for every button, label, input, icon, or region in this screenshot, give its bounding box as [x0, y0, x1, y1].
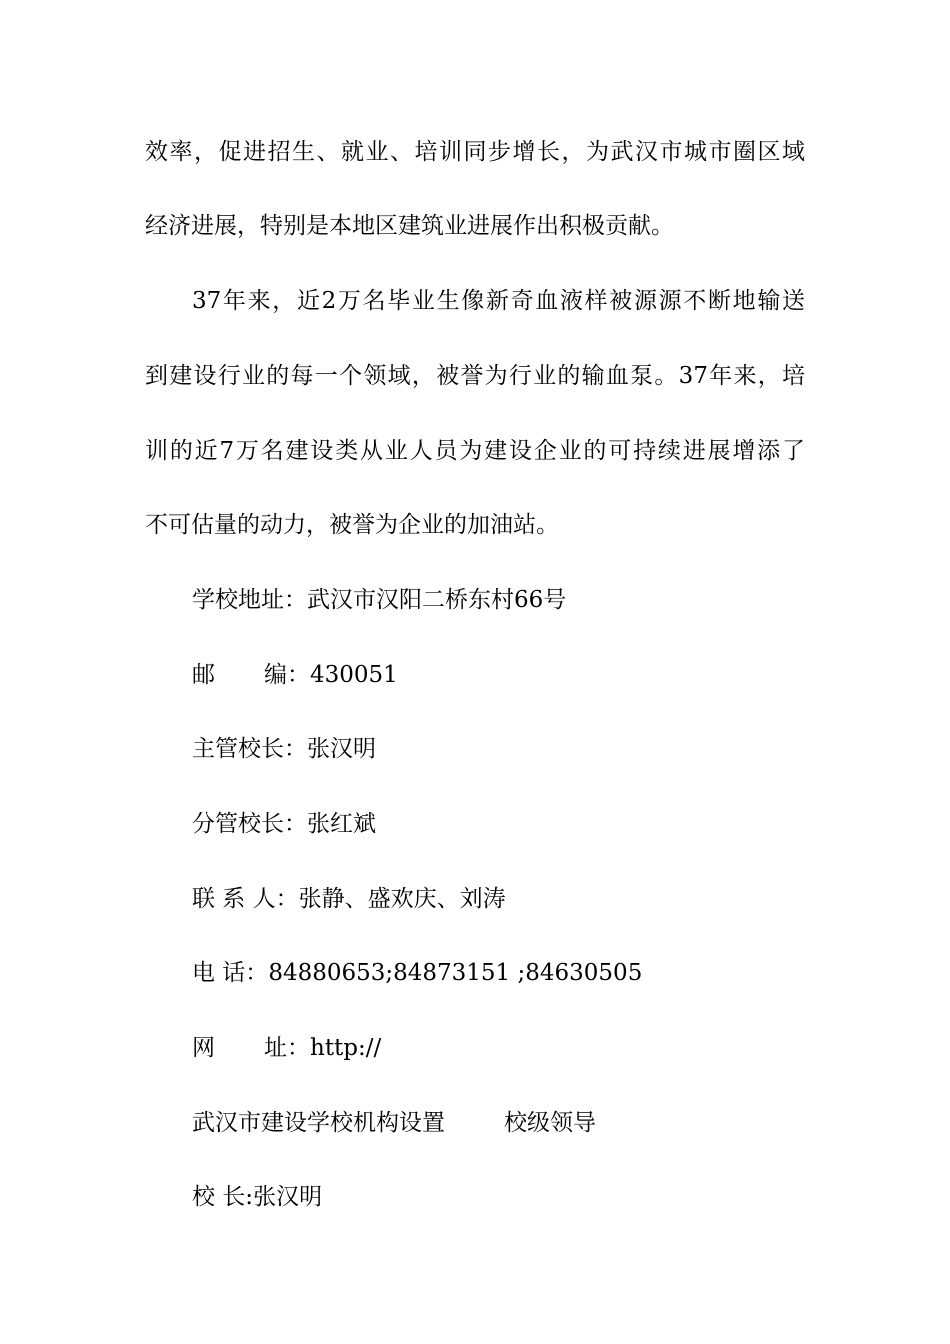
postcode-label-second: 编： [264, 662, 310, 688]
postcode-value: 430051 [310, 662, 398, 688]
website-label-second: 址： [264, 1035, 310, 1061]
paragraph-1-line-2: 经济进展，特别是本地区建筑业进展作出积极贡献。 [145, 213, 674, 239]
vice-principal-row [192, 809, 376, 839]
leader-value: 张汉明 [253, 1184, 323, 1210]
contact-value: 张静、盛欢庆、刘涛 [298, 886, 506, 912]
paragraph-2-line-4: 不可估量的动力，被誉为企业的加油站。 [145, 512, 559, 538]
paragraph-2-line-2: 到建设行业的每一个领域，被誉为行业的输血泵。37年来，培 [145, 363, 805, 389]
paragraph-1-line-1: 效率，促进招生、就业、培训同步增长，为武汉市城市圈区域 [145, 139, 805, 165]
phone-row [192, 958, 642, 988]
phone-value: 84880653;84873151 ;84630505 [268, 960, 643, 986]
paragraph-2-line-3: 训的近7万名建设类从业人员为建设企业的可持续进展增添了 [145, 438, 805, 464]
section-subtitle: 校级领导 [504, 1110, 596, 1136]
principal-row [192, 734, 376, 764]
principal-value: 张汉明 [307, 736, 376, 762]
website-label-first: 网 [192, 1035, 215, 1061]
postcode-label-first: 邮 [192, 662, 215, 688]
vice-principal-value: 张红斌 [307, 811, 376, 837]
address-label: 学校地址： [192, 587, 307, 613]
leader-label: 校 长: [192, 1184, 254, 1210]
leader-row [192, 1182, 322, 1212]
contact-label: 联 系 人： [192, 886, 299, 912]
address-value: 武汉市汉阳二桥东村66号 [307, 587, 567, 613]
address-row [192, 585, 566, 615]
section-heading-row [192, 1108, 596, 1138]
postcode-row [192, 660, 398, 690]
contact-row [192, 884, 506, 914]
website-row [192, 1033, 381, 1063]
section-title: 武汉市建设学校机构设置 [192, 1110, 445, 1136]
principal-label: 主管校长： [192, 736, 307, 762]
website-value: http:// [310, 1035, 382, 1061]
phone-label: 电 话： [192, 960, 269, 986]
vice-principal-label: 分管校长： [192, 811, 307, 837]
paragraph-2-line-1: 37年来，近2万名毕业生像新奇血液样被源源不断地输送 [192, 288, 805, 314]
